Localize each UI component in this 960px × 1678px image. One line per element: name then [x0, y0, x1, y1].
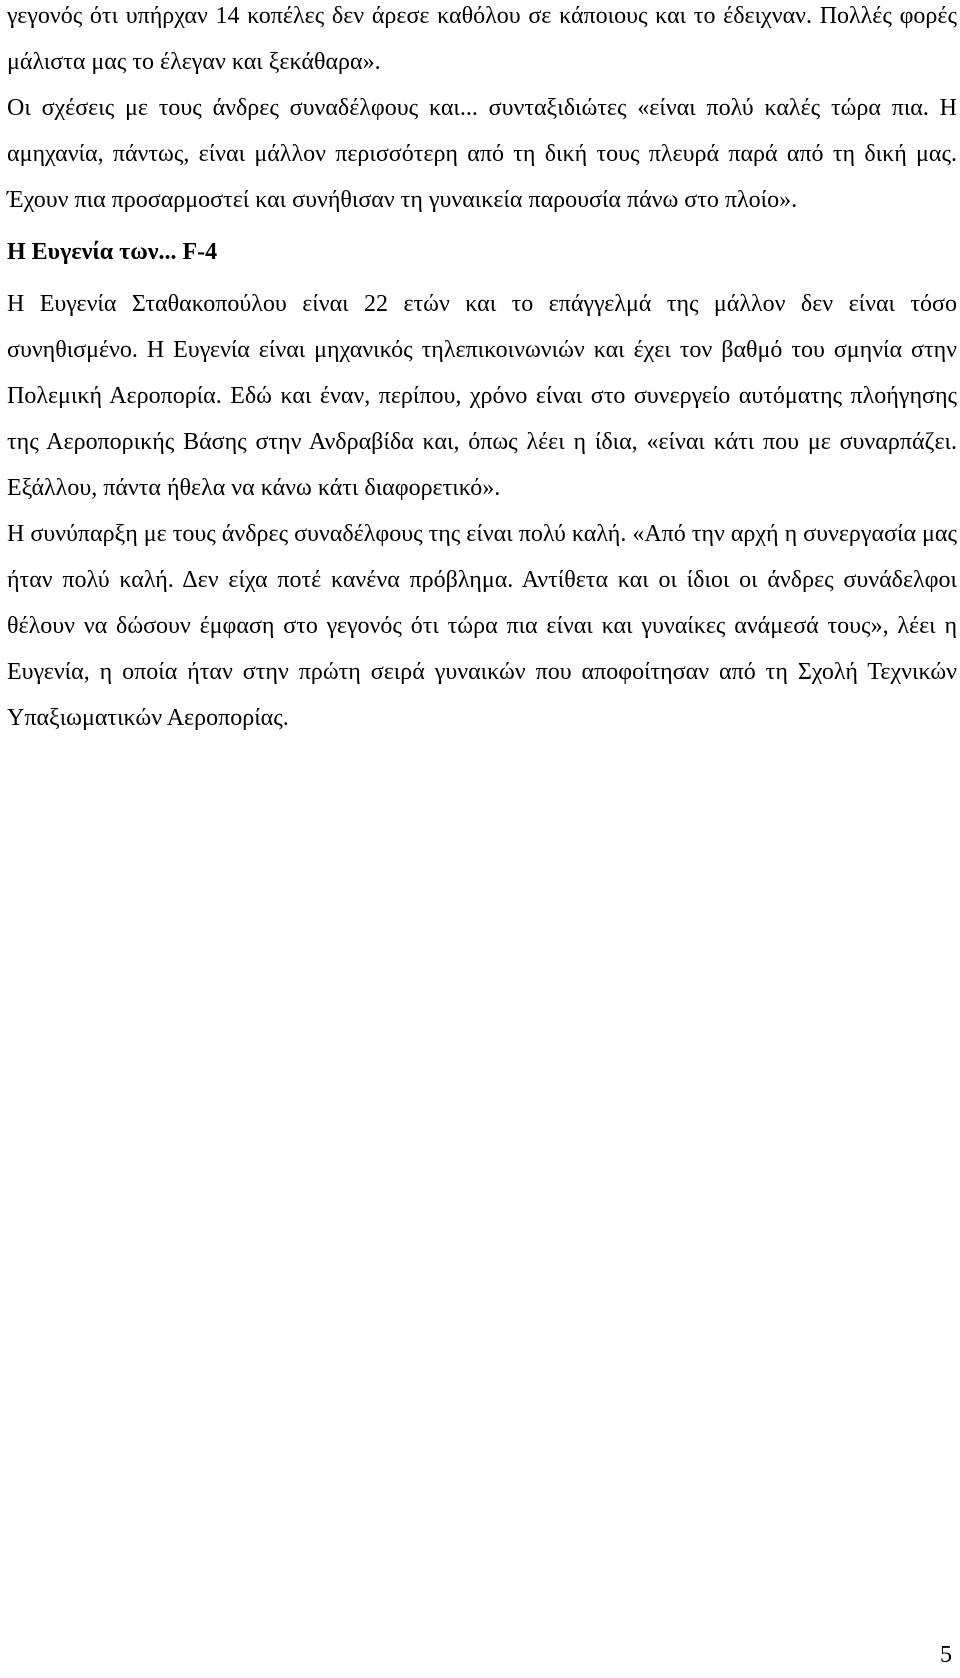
- paragraph-relations: Οι σχέσεις με τους άνδρες συναδέλφους και... συνταξιδιώτες «είναι πολύ καλές τώρα πια. Η αμηχανία, πάντως, είναι μάλλον περισσότερη από τη δική τους πλευρά παρά από τη δική μας. Έχουν πια προσαρμοστεί και συνήθισαν τη γυναικεία παρουσία πάνω στο πλοίο».: [7, 95, 957, 213]
- paragraph-intro: γεγονός ότι υπήρχαν 14 κοπέλες δεν άρεσε καθόλου σε κάποιους και το έδειχναν. Πολλές φορές μάλιστα μας το έλεγαν και ξεκάθαρα».: [7, 3, 957, 75]
- section-heading: Η Ευγενία των... F-4: [7, 239, 218, 265]
- paragraph-evgenia-bio: Η Ευγενία Σταθακοπούλου είναι 22 ετών και το επάγγελμά της μάλλον δεν είναι τόσο συνηθισμένο. Η Ευγενία είναι μηχανικός τηλεπικοινωνιών και έχει τον βαθμό του σμηνία στην Πολεμική Αεροπορία. Εδώ και έναν, περίπου, χρόνο είναι στο συνεργείο αυτόματης πλοήγησης της Αεροπορικής Βάσης στην Ανδραβίδα και, όπως λέει η ίδια, «είναι κάτι που με συναρπάζει. Εξάλλου, πάντα ήθελα να κάνω κάτι διαφορετικό».: [7, 291, 957, 501]
- document-body: [7, 0, 957, 741]
- page-number: 5: [940, 1642, 952, 1668]
- paragraph-coexistence: Η συνύπαρξη με τους άνδρες συναδέλφους της είναι πολύ καλή. «Από την αρχή η συνεργασία μας ήταν πολύ καλή. Δεν είχα ποτέ κανένα πρόβλημα. Αντίθετα και οι ίδιοι οι άνδρες συνάδελφοι θέλουν να δώσουν έμφαση στο γεγονός ότι τώρα πια είναι και γυναίκες ανάμεσά τους», λέει η Ευγενία, η οποία ήταν στην πρώτη σειρά γυναικών που αποφοίτησαν από τη Σχολή Τεχνικών Υπαξιωματικών Αεροπορίας.: [7, 521, 957, 731]
